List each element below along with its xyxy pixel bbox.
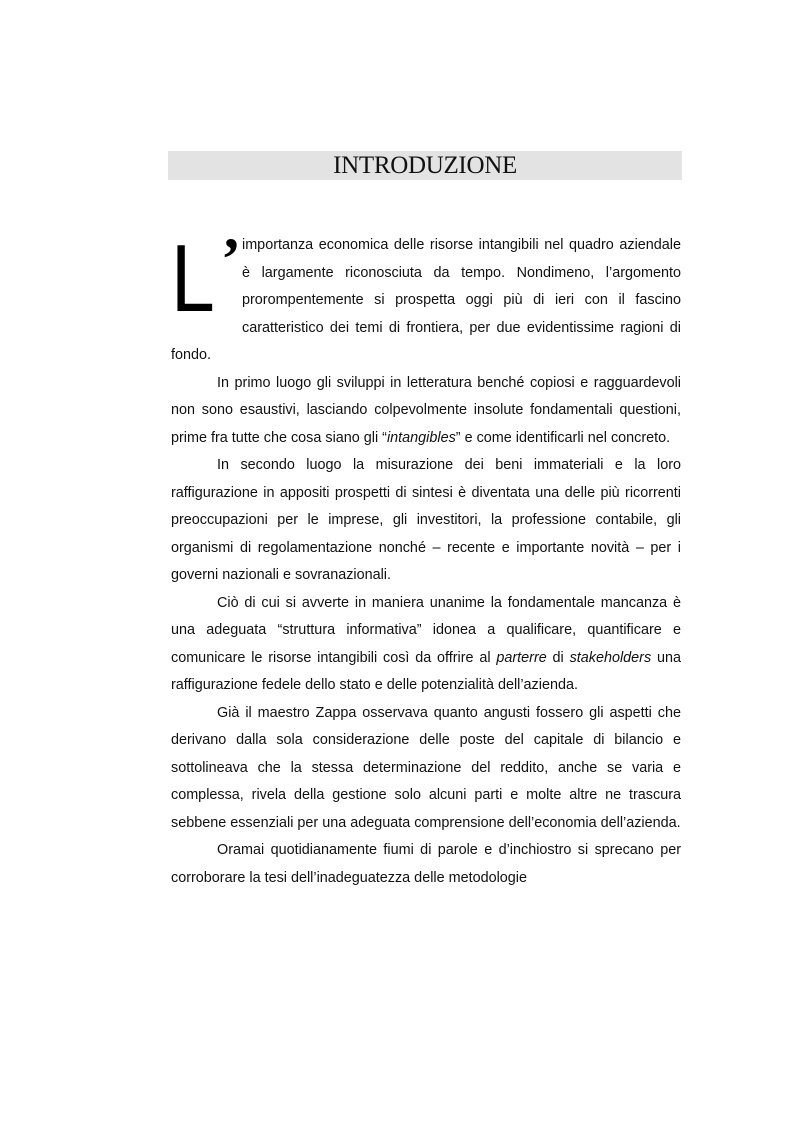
paragraph-4-text-a: Ciò di cui si avverte in maniera unanime la fondamentale mancanza è una adeguata “struttura informativa” idonea a qualificare, quantificare e comunicare le risorse intangibili così da offrire al — [171, 594, 681, 666]
paragraph-2-text-a: In primo luogo gli sviluppi in letteratura benché copiosi e ragguardevoli non sono esaustivi, lasciando colpevolmente insolute fondamentali questioni, prime fra tutte che cosa siano gli “ — [171, 374, 681, 446]
paragraph-2-text-b: ” e come identificarli nel concreto. — [455, 429, 671, 446]
paragraph-3 — [171, 452, 681, 590]
paragraph-4 — [171, 590, 681, 700]
chapter-title-bar — [168, 151, 682, 180]
paragraph-1-text: importanza economica delle risorse intangibili nel quadro aziendale è largamente riconosciuta da tempo. Nondimeno, l’argomento prorompentemente si prospetta oggi più di ieri con il fascino caratteristico dei temi di frontiera, per due evidentissime ragioni di fondo. — [171, 237, 681, 363]
drop-cap-apostrophe: ’ — [221, 226, 241, 292]
paragraph-1 — [171, 225, 681, 370]
paragraph-3-text: In secondo luogo la misurazione dei beni immateriali e la loro raffigurazione in appositi prospetti di sintesi è diventata una delle più ricorrenti preoccupazioni per le imprese, gli investitori, la professione contabile, gli organismi di regolamentazione nonché – recente e importante novità – per i governi nazionali e sovranazionali. — [171, 457, 681, 583]
paragraph-5 — [171, 700, 681, 838]
paragraph-6 — [171, 837, 681, 892]
drop-cap-letter: L — [171, 225, 215, 332]
paragraph-4-emphasis-2: stakeholders — [569, 649, 652, 666]
paragraph-2-emphasis: intangibles — [386, 429, 456, 446]
body-text — [171, 225, 682, 892]
paragraph-4-emphasis-1: parterre — [496, 649, 547, 666]
paragraph-4-text-c: una raffigurazione fedele dello stato e delle potenzialità dell’azienda. — [171, 649, 682, 693]
paragraph-5-text: Già il maestro Zappa osservava quanto angusti fossero gli aspetti che derivano dalla sola considerazione delle poste del capitale di bilancio e sottolineava che la stessa determinazione del reddito, anche se varia e complessa, rivela della gestione solo alcuni parti e molte altre ne trascura sebbene essenziali per una adeguata comprensione dell’economia dell’azienda. — [171, 704, 681, 831]
paragraph-6-text: Oramai quotidianamente fiumi di parole e d’inchiostro si sprecano per corroborare la tesi dell’inadeguatezza delle metodologie — [171, 842, 681, 886]
paragraph-4-text-b: di — [546, 649, 570, 666]
paragraph-2 — [171, 370, 681, 453]
drop-cap — [171, 225, 242, 332]
chapter-title: INTRODUZIONE — [333, 152, 517, 179]
